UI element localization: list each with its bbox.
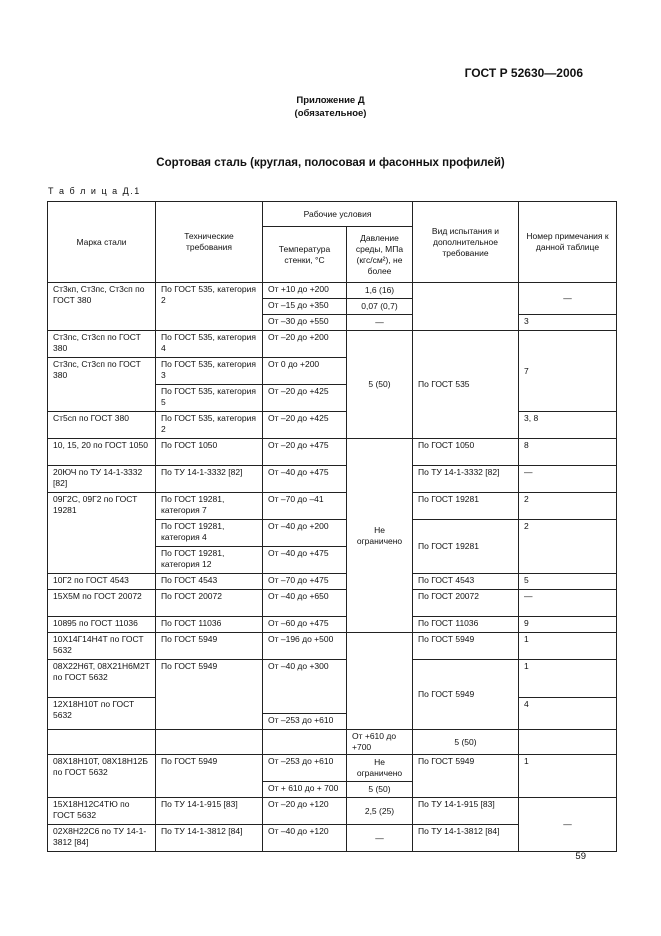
table-cell: 5 [519, 574, 617, 590]
table-cell [413, 283, 519, 331]
table-cell: 1 [519, 755, 617, 798]
table-cell: По ГОСТ 20072 [413, 590, 519, 617]
appendix-heading [0, 94, 661, 120]
standard-number: ГОСТ Р 52630—2006 [464, 66, 583, 80]
table-cell: От + 610 до + 700 [263, 782, 347, 798]
table-cell: По ГОСТ 19281, категория 4 [156, 520, 263, 547]
table-cell: 2 [519, 493, 617, 520]
table-cell: От –253 до +610 [263, 755, 347, 782]
table-cell: От –40 до +650 [263, 590, 347, 617]
table-cell: От –20 до +120 [263, 798, 347, 825]
table-cell: — [347, 315, 413, 331]
table-cell: От –40 до +200 [263, 520, 347, 547]
table-cell [519, 730, 617, 755]
table-cell: По ГОСТ 5949 [156, 660, 263, 730]
table-cell: По ГОСТ 535, категория 3 [156, 358, 263, 385]
table-cell: От –40 до +475 [263, 547, 347, 574]
table-cell: От –20 до +475 [263, 439, 347, 466]
table-cell: По ГОСТ 535, категория 2 [156, 412, 263, 439]
table-cell: 8 [519, 439, 617, 466]
table-cell: От +10 до +200 [263, 283, 347, 299]
table-cell: По ТУ 14-1-3332 [82] [156, 466, 263, 493]
page-number: 59 [575, 851, 586, 862]
appendix-title: Приложение Д [296, 95, 365, 106]
table-cell: 15Х5М по ГОСТ 20072 [48, 590, 156, 617]
table-cell: По ГОСТ 20072 [156, 590, 263, 617]
table-cell: По ГОСТ 5949 [413, 633, 519, 660]
table-cell: Не ограничено [347, 439, 413, 633]
table-cell: 10Х14Г14Н4Т по ГОСТ 5632 [48, 633, 156, 660]
table-cell: 20ЮЧ по ТУ 14-1-3332 [82] [48, 466, 156, 493]
table-cell: По ГОСТ 11036 [413, 617, 519, 633]
table-cell: По ГОСТ 19281, категория 7 [156, 493, 263, 520]
table-cell: От –40 до +120 [263, 825, 347, 852]
table-cell: 5 (50) [413, 730, 519, 755]
table-cell: 3 [519, 315, 617, 331]
table-cell: 15Х18Н12С4ТЮ по ГОСТ 5632 [48, 798, 156, 825]
table-cell: 10895 по ГОСТ 11036 [48, 617, 156, 633]
table-cell: 1 [519, 660, 617, 698]
table-cell: По ГОСТ 19281, категория 12 [156, 547, 263, 574]
table-cell: — [519, 798, 617, 852]
table-cell: — [519, 283, 617, 315]
table-cell: От +610 до +700 [347, 730, 413, 755]
table-cell: От –40 до +300 [263, 660, 347, 714]
table-cell: По ГОСТ 1050 [156, 439, 263, 466]
table-cell: Не ограничено [347, 755, 413, 782]
table-cell: Ст3пс, Ст3сп по ГОСТ 380 [48, 358, 156, 412]
table-cell: От 0 до +200 [263, 358, 347, 385]
table-cell: По ГОСТ 5949 [156, 755, 263, 798]
table-cell: По ГОСТ 535 [413, 331, 519, 439]
header-work: Рабочие условия [263, 202, 413, 227]
table-cell: 3, 8 [519, 412, 617, 439]
table-cell: 1,6 (16) [347, 283, 413, 299]
table-cell: 0,07 (0,7) [347, 299, 413, 315]
header-temp: Температура стенки, °С [263, 227, 347, 283]
table-cell: От –20 до +425 [263, 385, 347, 412]
table-cell: 1 [519, 633, 617, 660]
table-cell: По ГОСТ 19281 [413, 493, 519, 520]
table-cell [263, 730, 347, 755]
header-tech: Технические требования [156, 202, 263, 283]
table-cell: — [347, 825, 413, 852]
table-cell: 10, 15, 20 по ГОСТ 1050 [48, 439, 156, 466]
table-cell: По ГОСТ 5949 [156, 633, 263, 660]
table-cell: 09Г2С, 09Г2 по ГОСТ 19281 [48, 493, 156, 574]
table-cell: 02Х8Н22С6 по ТУ 14-1-3812 [84] [48, 825, 156, 852]
table-cell: Ст3кп, Ст3пс, Ст3сп по ГОСТ 380 [48, 283, 156, 331]
table-cell: От –70 до +475 [263, 574, 347, 590]
table-cell: 4 [519, 698, 617, 730]
table-cell: От –40 до +475 [263, 466, 347, 493]
table-cell: Ст5сп по ГОСТ 380 [48, 412, 156, 439]
table-cell: От –15 до +350 [263, 299, 347, 315]
table-cell: 5 (50) [347, 782, 413, 798]
table-cell: По ТУ 14-1-3332 [82] [413, 466, 519, 493]
table-cell: По ТУ 14-1-3812 [84] [156, 825, 263, 852]
table-cell: 7 [519, 331, 617, 412]
table-cell: По ГОСТ 19281 [413, 520, 519, 574]
steel-table [47, 201, 617, 852]
table-cell: 12Х18Н10Т по ГОСТ 5632 [48, 698, 156, 730]
appendix-type: (обязательное) [294, 108, 367, 119]
header-note: Номер примечания к данной таблице [519, 202, 617, 283]
header-test: Вид испытания и дополнительное требование [413, 202, 519, 283]
table-cell: 9 [519, 617, 617, 633]
table-cell: По ТУ 14-1-915 [83] [413, 798, 519, 825]
table-cell: По ГОСТ 535, категория 5 [156, 385, 263, 412]
table-label: Т а б л и ц а Д.1 [48, 186, 141, 196]
table-cell: 08Х22Н6Т, 08Х21Н6М2Т по ГОСТ 5632 [48, 660, 156, 698]
table-cell: От –60 до +475 [263, 617, 347, 633]
table-cell: По ТУ 14-1-3812 [84] [413, 825, 519, 852]
table-cell: 2 [519, 520, 617, 574]
table-cell: От –70 до –41 [263, 493, 347, 520]
table-cell: По ГОСТ 1050 [413, 439, 519, 466]
table-cell: По ГОСТ 11036 [156, 617, 263, 633]
table-cell: От –30 до +550 [263, 315, 347, 331]
table-cell: По ГОСТ 535, категория 4 [156, 331, 263, 358]
table-cell: Ст3пс, Ст3сп по ГОСТ 380 [48, 331, 156, 358]
table-cell: 5 (50) [347, 331, 413, 439]
table-cell: По ТУ 14-1-915 [83] [156, 798, 263, 825]
table-cell: От –196 до +500 [263, 633, 347, 660]
table-cell: — [519, 466, 617, 493]
table-cell: — [519, 590, 617, 617]
table-cell: От –20 до +200 [263, 331, 347, 358]
table-cell: По ГОСТ 4543 [413, 574, 519, 590]
table-cell: 08Х18Н10Т, 08Х18Н12Б по ГОСТ 5632 [48, 755, 156, 798]
header-grade: Марка стали [48, 202, 156, 283]
header-press: Давление среды, МПа (кгс/см²), не более [347, 227, 413, 283]
table-cell [347, 633, 413, 730]
table-cell [156, 730, 263, 755]
table-cell: По ГОСТ 535, категория 2 [156, 283, 263, 331]
table-cell: 2,5 (25) [347, 798, 413, 825]
table-cell: От –253 до +610 [263, 714, 347, 730]
table-cell [48, 730, 156, 755]
table-cell: 10Г2 по ГОСТ 4543 [48, 574, 156, 590]
table-cell: По ГОСТ 4543 [156, 574, 263, 590]
table-cell: По ГОСТ 5949 [413, 660, 519, 730]
table-cell: По ГОСТ 5949 [413, 755, 519, 798]
section-title: Сортовая сталь (круглая, полосовая и фасонных профилей) [156, 157, 505, 169]
table-cell: От –20 до +425 [263, 412, 347, 439]
